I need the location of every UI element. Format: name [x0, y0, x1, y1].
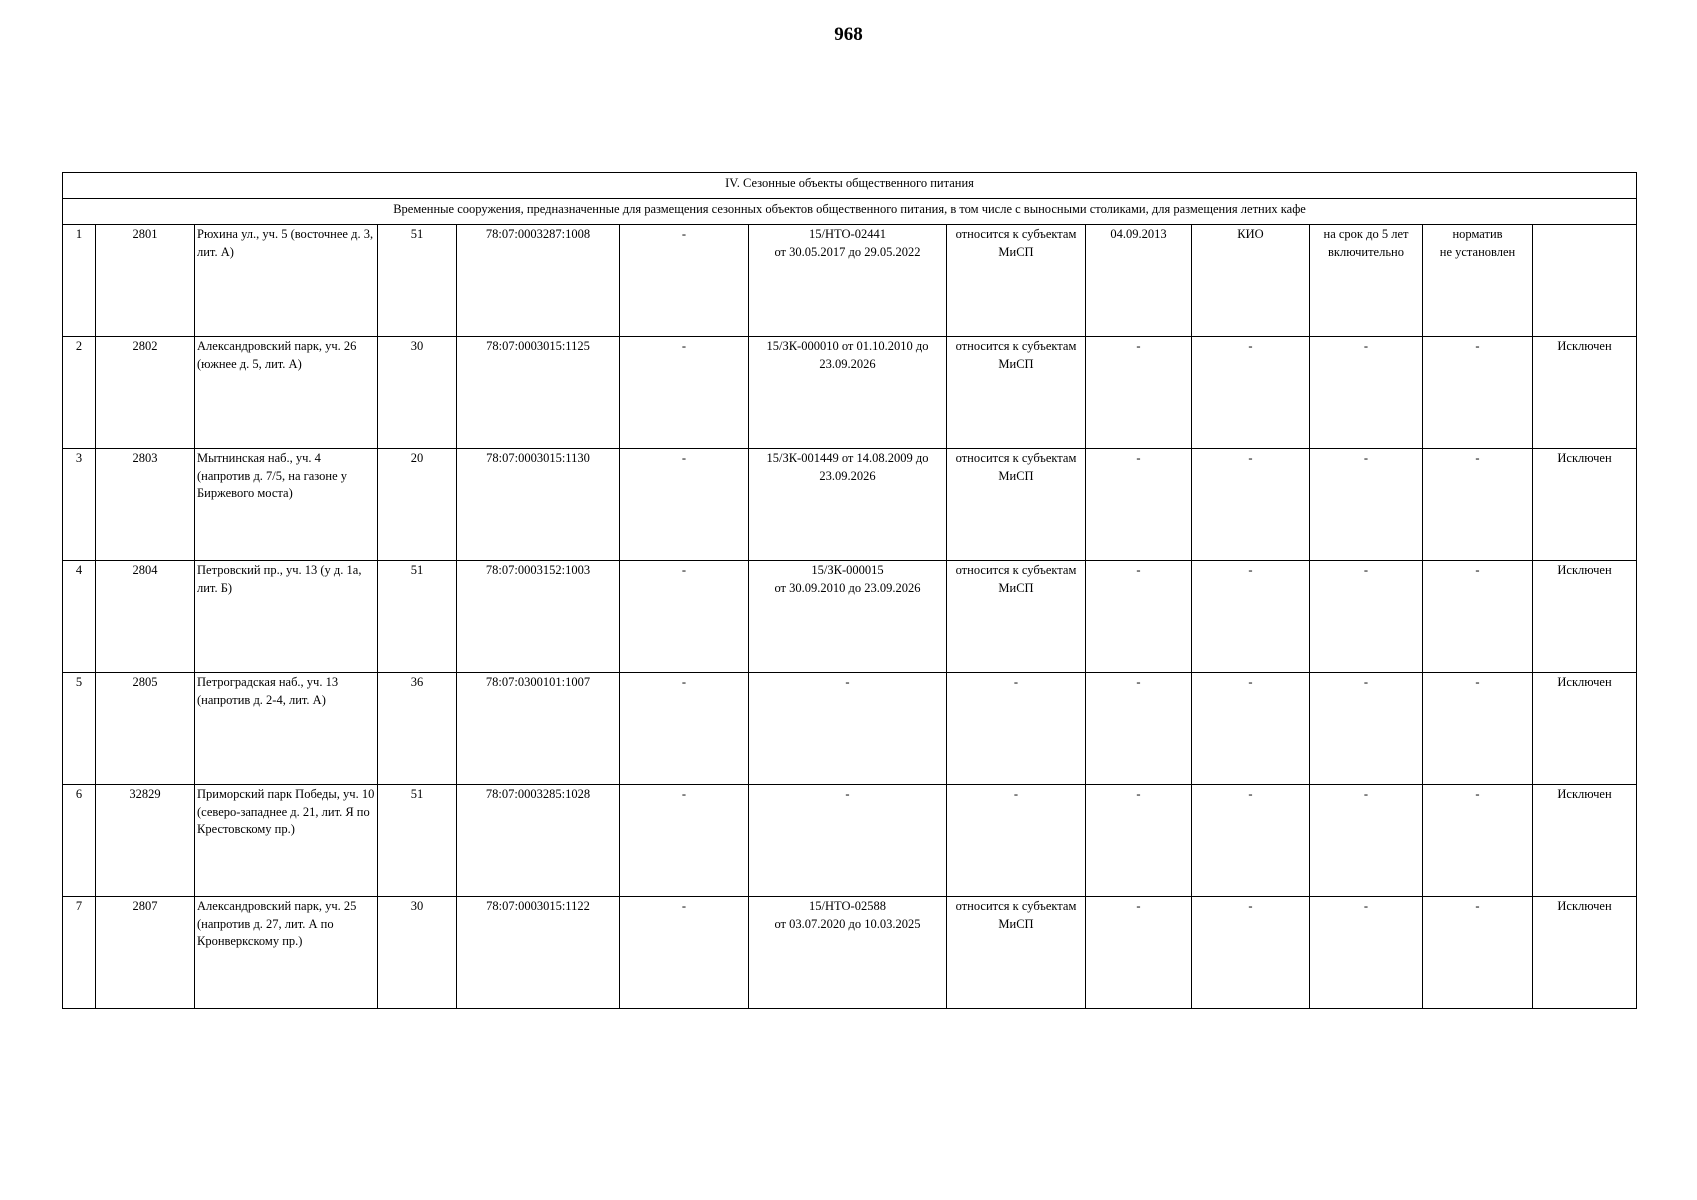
- cell-term: на срок до 5 лет включительно: [1310, 225, 1423, 337]
- subsection-title: Временные сооружения, предназначенные для размещения сезонных объектов общественного питания, в том числе с выносными столиками, для размещения летних кафе: [63, 199, 1637, 225]
- cell-column-6: -: [620, 897, 749, 1009]
- cell-area: 51: [378, 561, 457, 673]
- table-row: [63, 785, 1637, 897]
- cell-smsp-status: -: [947, 785, 1086, 897]
- cell-row-number: 4: [63, 561, 96, 673]
- cell-address: Александровский парк, уч. 26 (южнее д. 5, лит. А): [195, 337, 378, 449]
- table-row: [63, 673, 1637, 785]
- cell-contract: -: [749, 673, 947, 785]
- cell-norm: норматив не установлен: [1423, 225, 1533, 337]
- cell-address: Рюхина ул., уч. 5 (восточнее д. 3, лит. А): [195, 225, 378, 337]
- cell-organization: -: [1192, 897, 1310, 1009]
- cell-organization: -: [1192, 337, 1310, 449]
- cell-organization: -: [1192, 449, 1310, 561]
- cell-smsp-status: относится к субъектам МиСП: [947, 225, 1086, 337]
- cell-norm: -: [1423, 561, 1533, 673]
- cell-contract: 15/НТО-02588 от 03.07.2020 до 10.03.2025: [749, 897, 947, 1009]
- cell-norm: -: [1423, 337, 1533, 449]
- cell-row-number: 5: [63, 673, 96, 785]
- section-title-row: [63, 173, 1637, 199]
- cell-contract: 15/ЗК-001449 от 14.08.2009 до 23.09.2026: [749, 449, 947, 561]
- cell-status: Исключен: [1533, 897, 1637, 1009]
- cell-date: -: [1086, 785, 1192, 897]
- cell-term: -: [1310, 449, 1423, 561]
- cell-column-6: -: [620, 785, 749, 897]
- cell-status: Исключен: [1533, 449, 1637, 561]
- cell-row-number: 7: [63, 897, 96, 1009]
- cell-object-id: 2801: [96, 225, 195, 337]
- cell-contract: -: [749, 785, 947, 897]
- cell-organization: -: [1192, 673, 1310, 785]
- cell-contract: 15/ЗК-000010 от 01.10.2010 до 23.09.2026: [749, 337, 947, 449]
- cell-status: Исключен: [1533, 561, 1637, 673]
- cell-term: -: [1310, 337, 1423, 449]
- cell-column-6: -: [620, 561, 749, 673]
- cell-area: 20: [378, 449, 457, 561]
- cell-column-6: -: [620, 673, 749, 785]
- cell-cadastral-number: 78:07:0003015:1122: [457, 897, 620, 1009]
- cell-column-6: -: [620, 225, 749, 337]
- cell-organization: -: [1192, 785, 1310, 897]
- table-row: [63, 897, 1637, 1009]
- cell-row-number: 6: [63, 785, 96, 897]
- cell-date: -: [1086, 561, 1192, 673]
- cell-contract: 15/ЗК-000015 от 30.09.2010 до 23.09.2026: [749, 561, 947, 673]
- cell-address: Мытнинская наб., уч. 4 (напротив д. 7/5, на газоне у Биржевого моста): [195, 449, 378, 561]
- cell-object-id: 32829: [96, 785, 195, 897]
- table-row: [63, 337, 1637, 449]
- cell-object-id: 2803: [96, 449, 195, 561]
- cell-cadastral-number: 78:07:0300101:1007: [457, 673, 620, 785]
- cell-cadastral-number: 78:07:0003287:1008: [457, 225, 620, 337]
- cell-area: 30: [378, 897, 457, 1009]
- cell-column-6: -: [620, 449, 749, 561]
- table-row: [63, 225, 1637, 337]
- cell-contract: 15/НТО-02441 от 30.05.2017 до 29.05.2022: [749, 225, 947, 337]
- cell-date: -: [1086, 337, 1192, 449]
- cell-status: Исключен: [1533, 673, 1637, 785]
- cell-row-number: 1: [63, 225, 96, 337]
- cell-date: -: [1086, 897, 1192, 1009]
- cell-smsp-status: относится к субъектам МиСП: [947, 449, 1086, 561]
- cell-norm: -: [1423, 449, 1533, 561]
- cell-area: 51: [378, 225, 457, 337]
- cell-cadastral-number: 78:07:0003152:1003: [457, 561, 620, 673]
- table-row: [63, 449, 1637, 561]
- cell-norm: -: [1423, 785, 1533, 897]
- cell-address: Александровский парк, уч. 25 (напротив д. 27, лит. А по Кронверкскому пр.): [195, 897, 378, 1009]
- cell-organization: -: [1192, 561, 1310, 673]
- cell-term: -: [1310, 897, 1423, 1009]
- cell-address: Петровский пр., уч. 13 (у д. 1а, лит. Б): [195, 561, 378, 673]
- cell-date: -: [1086, 449, 1192, 561]
- cell-smsp-status: относится к субъектам МиСП: [947, 337, 1086, 449]
- cell-object-id: 2804: [96, 561, 195, 673]
- page-number: 968: [834, 24, 863, 45]
- cell-status: Исключен: [1533, 337, 1637, 449]
- cell-smsp-status: относится к субъектам МиСП: [947, 561, 1086, 673]
- cell-term: -: [1310, 785, 1423, 897]
- cell-object-id: 2802: [96, 337, 195, 449]
- cell-date: -: [1086, 673, 1192, 785]
- cell-column-6: -: [620, 337, 749, 449]
- cell-smsp-status: относится к субъектам МиСП: [947, 897, 1086, 1009]
- cell-term: -: [1310, 561, 1423, 673]
- cell-norm: -: [1423, 897, 1533, 1009]
- cell-norm: -: [1423, 673, 1533, 785]
- subsection-title-row: [63, 199, 1637, 225]
- cell-cadastral-number: 78:07:0003015:1125: [457, 337, 620, 449]
- cell-address: Петроградская наб., уч. 13 (напротив д. 2-4, лит. А): [195, 673, 378, 785]
- cell-row-number: 3: [63, 449, 96, 561]
- cell-term: -: [1310, 673, 1423, 785]
- cell-area: 36: [378, 673, 457, 785]
- cell-row-number: 2: [63, 337, 96, 449]
- cell-area: 30: [378, 337, 457, 449]
- cell-status: Исключен: [1533, 785, 1637, 897]
- table-row: [63, 561, 1637, 673]
- section-title: IV. Сезонные объекты общественного питания: [63, 173, 1637, 199]
- cell-status: [1533, 225, 1637, 337]
- cell-object-id: 2807: [96, 897, 195, 1009]
- cell-smsp-status: -: [947, 673, 1086, 785]
- cell-cadastral-number: 78:07:0003285:1028: [457, 785, 620, 897]
- cell-object-id: 2805: [96, 673, 195, 785]
- cell-cadastral-number: 78:07:0003015:1130: [457, 449, 620, 561]
- seasonal-objects-table: [62, 172, 1637, 1009]
- cell-date: 04.09.2013: [1086, 225, 1192, 337]
- cell-address: Приморский парк Победы, уч. 10 (северо-западнее д. 21, лит. Я по Крестовскому пр.): [195, 785, 378, 897]
- cell-area: 51: [378, 785, 457, 897]
- cell-organization: КИО: [1192, 225, 1310, 337]
